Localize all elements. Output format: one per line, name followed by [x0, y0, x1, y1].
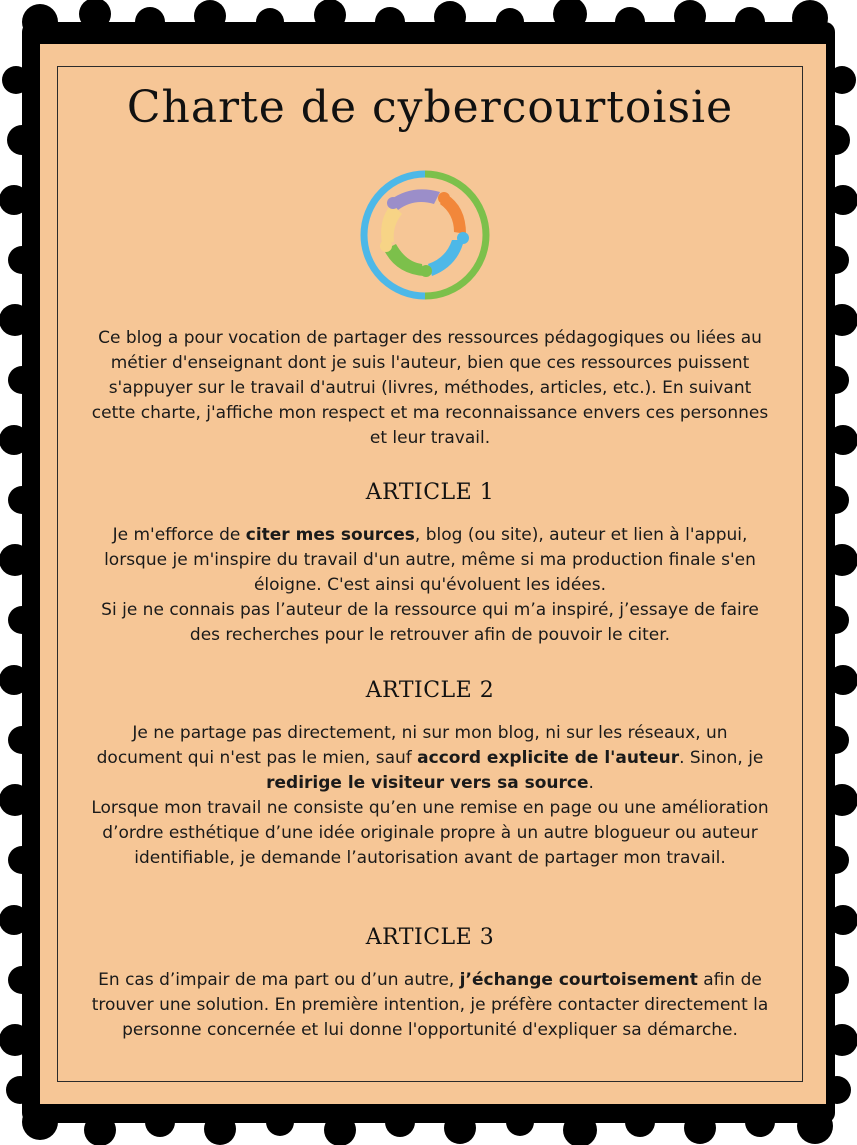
- page-title: Charte de cybercourtoisie: [126, 82, 734, 133]
- article-2-text-c: . Sinon, je: [679, 748, 764, 768]
- intro-paragraph: Ce blog a pour vocation de partager des ressources pédagogiques ou liées au métier d'enseignant dont je suis l'auteur, bien que ces ressources puissent s'appuyer sur le travail d'autrui (livres, méthodes, articles, etc.). En suivant cette charte, j'affiche mon respect et ma reconnaissance envers ces personnes et leur travail.: [91, 328, 769, 448]
- people-circle-icon: [360, 170, 490, 300]
- article-1-emphasis: citer mes sources: [245, 525, 415, 545]
- article-2-emphasis-1: accord explicite de l'auteur: [417, 748, 680, 768]
- article-2-heading: ARTICLE 2: [365, 678, 495, 703]
- article-3-emphasis: j’échange courtoisement: [459, 970, 698, 990]
- article-1-text-a: Je m'efforce de: [112, 525, 246, 545]
- article-3-text-a: En cas d’impair de ma part ou d’un autre,: [98, 970, 460, 990]
- article-2-text-a: Je ne partage pas directement, ni sur mon blog, ni sur les réseaux, un document qui n'est pas le mien, sauf: [96, 723, 728, 768]
- article-2-text-p2: Lorsque mon travail ne consiste qu’en une remise en page ou une amélioration d’ordre esthétique d’une idée originale propre à un autre blogueur ou auteur identifiable, je demande l’autorisation avant de partager mon travail.: [91, 798, 769, 868]
- article-3-text-c: afin de trouver une solution. En première intention, je préfère contacter directement la personne concernée et lui donne l'opportunité d'expliquer sa démarche.: [91, 970, 769, 1040]
- article-2-text-e: .: [588, 773, 594, 793]
- article-3-heading: ARTICLE 3: [365, 925, 495, 950]
- article-1-text-p2: Si je ne connais pas l’auteur de la ressource qui m’a inspiré, j’essaye de faire des recherches pour le retrouver afin de pouvoir le citer.: [101, 600, 759, 645]
- article-2-paragraph: [87, 721, 773, 871]
- article-3-paragraph: [87, 968, 773, 1043]
- article-2-emphasis-2: redirige le visiteur vers sa source: [266, 773, 589, 793]
- article-1-paragraph: [87, 523, 773, 648]
- article-1-heading: ARTICLE 1: [365, 480, 495, 505]
- article-1-text-c: , blog (ou site), auteur et lien à l'appui, lorsque je m'inspire du travail d'un autre, même si ma production finale s'en éloigne. C'est ainsi qu'évoluent les idées.: [104, 525, 756, 595]
